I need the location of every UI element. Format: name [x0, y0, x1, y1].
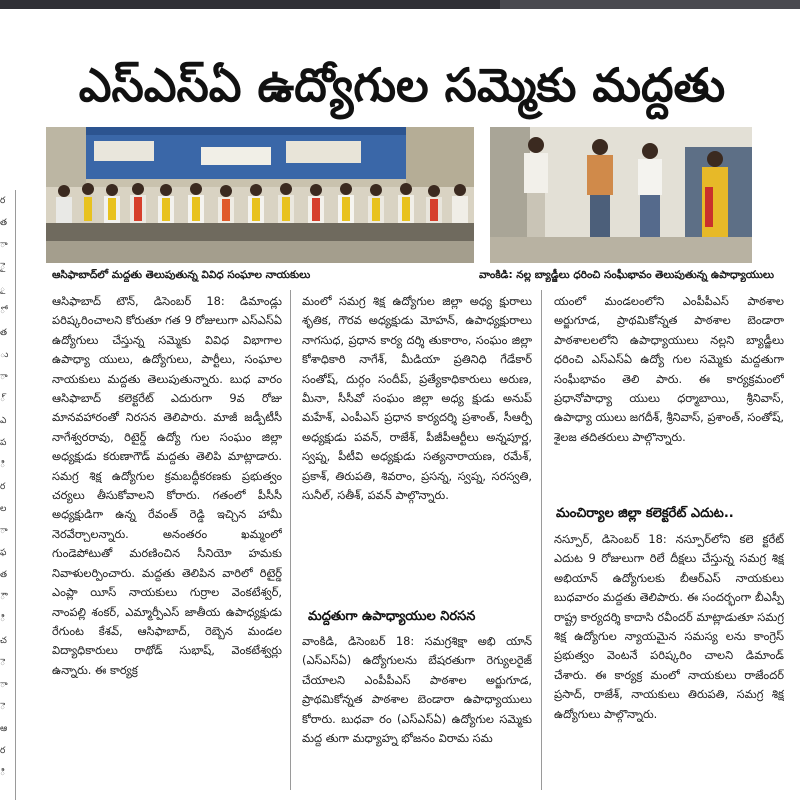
article-column-3-bottom — [554, 530, 784, 796]
column-3-text-bottom: నస్పూర్, డిసెంబర్ 18: నస్పూర్‌లోని కలె క్టరేట్ ఎదుట 9 రోజులుగా రిలే దీక్షలు చేస్తున్న సమగ్ర శిక్ష అభియాన్ ఉద్యోగులకు బీఆర్ఎస్ నాయకులు బుధవారం మద్దతు తెలిపారు. ఈ సందర్భంగా బీఎస్పీ రాష్ట్ర కార్యదర్శి కాదాసి రవీందర్ మాట్లాడుతూ సమగ్ర శిక్ష ఉద్యోగుల న్యాయమైన సమస్య లను కాంగ్రెస్ ప్రభుత్వం వెంటనే పరిష్కరిం చాలని డిమాండ్ చేశారు. ఈ కార్యక్ర మంలో నాయకులు రాజేందర్ ప్రసాద్, రాజేశ్, నాయకులు తిరుపతి, సమగ్ర శిక్ష ఉద్యోగులు పాల్గొన్నారు. — [554, 532, 784, 721]
article-column-3-top — [554, 292, 784, 488]
caption-right-photo: వాంకిడి: నల్ల బ్యాడ్జీలు ధరించి సంఘీభావం తెలుపుతున్న ఉపాధ్యాయులు — [478, 269, 774, 281]
left-column-rule — [15, 190, 16, 800]
caption-left-photo: ఆసిఫాబాద్‌లో మద్దతు తెలుపుతున్న వివిధ సంఘాల నాయకులు — [52, 269, 311, 281]
column-2-text-bottom: వాంకిడి, డిసెంబర్ 18: సమగ్రశిక్షా అభి యాన్ (ఎస్ఎస్ఏ) ఉద్యోగులను బేషరతుగా రెగ్యులరైజ్ చేయాలని ఎంపీపీఎస్ పాఠశాల అర్జుగూడ, ప్రాథమికోన్నత పాఠశాల బెండారా ఉపాధ్యాయులు కోరారు. బుధవా రం (ఎస్ఎస్ఏ) ఉద్యోగుల సమ్మెకు మద్ద తుగా మధ్యాహ్న భోజనం విరామ సమ — [302, 634, 532, 746]
article-column-2-top — [302, 292, 532, 604]
subhead-mancherial-collectorate: మంచిర్యాల జిల్లా కలెక్టరేట్ ఎదుట.. — [556, 506, 734, 521]
photo-asifabad-protest — [46, 127, 474, 263]
article-column-2-bottom — [302, 632, 532, 796]
page-top-bar-dark — [500, 0, 800, 9]
column-rule-1 — [290, 290, 291, 790]
column-2-text-top: మంలో సమగ్ర శిక్ష ఉద్యోగుల జిల్లా అధ్య క్షురాలు శృతిక, గౌరవ అధ్యక్షుడు మోహన్, ఉపాధ్యక్షురాలు నాగసుధ, ప్రధాన కార్య దర్శి తుకారాం, సంఘం జిల్లా కోశాధికారి నాగేశ్, మీడియా ప్రతినిధి గేడేకార్ సంతోష్, దుర్గం సందీప్, ప్రత్యేకాధికారులు అరుణ, మీనా, సీసీవో సంఘం జిల్లా అధ్య క్షుడు అనుప్ మహేశ్, ఎంపీఎస్ ప్రధాన కార్యదర్శి ప్రశాంత్, సీఆర్పీ అధ్యక్షుడు పవన్, రాజేశ్, పీజీపీఆర్టీలు అన్నపూర్ణ, స్వప్న, పీటీవి అధ్యక్షుడు సత్యనారాయణ, రమేశ్, ప్రకాశ్, తిరుపతి, శివరాం, ప్రసన్న, స్వప్న, సరస్వతి, సునీల్, సతీశ్, పవన్ పాల్గొన్నారు. — [302, 294, 532, 503]
column-1-text: ఆసిఫాబాద్ టౌన్, డిసెంబర్ 18: డిమాండ్లు పరిష్కరించాలని కోరుతూ గత 9 రోజులుగా ఎస్ఎస్ఏ ఉద్యోగులు చేస్తున్న సమ్మెకు వివిధ విభాగాల ఉపాధ్యా యులు, ఉద్యోగులు, పార్టీలు, సంఘాల నాయకులు మద్దతు తెలుపుతున్నారు. బుధ వారం ఆసిఫాబాద్ కలెక్టరేట్ ఎదురుగా 9వ రోజు మానవహారంతో నిరసన తెలిపారు. మాజీ జడ్పీటీసీ నాగేశ్వరరావు, రిటైర్డ్ ఉద్యో గుల సంఘం జిల్లా అధ్యక్షుడు కరుణాగౌడ్ మద్దతు తెలిపి మాట్లాడారు. సమగ్ర శిక్ష ఉద్యోగుల క్రమబద్ధీకరణకు ప్రభుత్వం చర్యలు తీసుకోవాలని కోరారు. గతంలో పీసీసీ అధ్యక్షుడిగా ఉన్న రేవంత్ రెడ్డి ఇచ్చిన హామీ నెరవేర్చాలన్నారు. అనంతరం ఖమ్మంలో గుండెపోటుతో మరణించిన సీనియో హమకు నివాళులర్పించారు. మద్దతు తెలిపిన వారిలో రిటైర్డ్ ఎంప్లా యీస్ నాయకులు గుర్రాల వెంకటేశ్వర్, నాంపల్లి శంకర్, ఎమ్మార్పీఎస్ జాతీయ ఉపాధ్యక్షుడు రేగుంట కేశవ్, ఆసిఫాబాద్, రెబ్బెన మండల విద్యాధికారులు రాథోడ్ సుభాష్, వెంకటేశ్వర్లు ఉన్నారు. ఈ కార్యక్ర — [52, 294, 282, 677]
photo-vankidi-teachers — [490, 127, 752, 263]
adjacent-article-edge: ర త ా ై ౖ ో త ు ా ్ ఎ ప ి ర ల ా ఫ త ౌ ి చ ె ా ె ఆ ర ి — [0, 196, 9, 778]
article-column-1 — [52, 292, 282, 796]
headline: ఎస్ఎస్ఏ ఉద్యోగుల సమ్మెకు మద్దతు — [78, 58, 726, 112]
column-3-text-top: యంలో మండలంలోని ఎంపీపీఎస్ పాఠశాల అర్జుగూడ, ప్రాథమికోన్నత పాఠశాల బెండారా పాఠశాలలలోని ఉపాధ్యాయులు నల్లని బ్యాడ్జీలు ధరించి ఎస్ఎస్ఏ ఉద్యో గుల సమ్మెకు మద్దతుగా సంఘీభావం తెలి పారు. ఈ కార్యక్రమంలో ప్రధానోపాధ్యా యులు ధర్మాబాయి, శ్రీనివాస్, ఉపాధ్యా యులు జగదీశ్, శ్రీనివాస్, ప్రశాంత్, సంతోష్, శైలజ తదితరులు పాల్గొన్నారు. — [554, 294, 784, 444]
column-rule-2 — [541, 290, 542, 790]
subhead-teachers-protest: మద్దతుగా ఉపాధ్యాయుల నిరసన — [308, 609, 476, 624]
